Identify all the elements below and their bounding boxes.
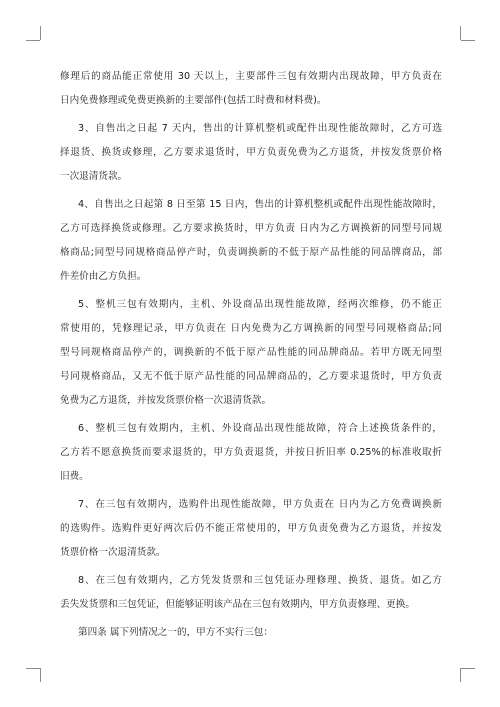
crop-mark-bottom-right-horizontal	[461, 668, 475, 669]
text-line: 格商品;同型号同规格商品停产时，负责调换新的不低于原产品性能的同品牌商品，部	[60, 247, 442, 258]
paragraph-clause-4	[60, 193, 442, 289]
text-line: 择退货、换货或修理，乙方要求退货时，甲方负责免费为乙方退货，并按发货票价格	[60, 147, 442, 158]
text-line: 日内免费修理或免费更换新的主要部件(包括工时费和材料费)。	[60, 95, 327, 106]
text-line: 乙方可选择换货或修理。乙方要求换货时，甲方负责 日内为乙方调换新的同型号同规	[60, 223, 442, 234]
paragraph-clause-3	[60, 117, 442, 189]
paragraph-clause-8	[60, 569, 442, 617]
document-body	[60, 65, 442, 649]
crop-mark-top-left-horizontal	[26, 40, 40, 41]
text-line: 号同规格商品，又无不低于原产品性能的同品牌商品的，乙方要求退货时，甲方负责	[60, 371, 442, 382]
text-line: 8、在三包有效期内，乙方凭发货票和三包凭证办理修理、换货、退货。如乙方	[78, 575, 442, 586]
paragraph-clause-5	[60, 293, 442, 413]
crop-mark-top-right-horizontal	[461, 40, 475, 41]
paragraph-continued	[60, 65, 442, 113]
text-line: 6、整机三包有效期内，主机、外设商品出现性能故障，符合上述换货条件的，	[78, 423, 442, 434]
text-line: 5、整机三包有效期内，主机、外设商品出现性能故障，经两次维修，仍不能正	[78, 299, 442, 310]
text-line: 旧费。	[60, 471, 89, 482]
text-line: 的选购件。选购件更好两次后仍不能正常使用的，甲方负责免费为乙方退货，并按发	[60, 523, 442, 534]
text-line: 3、自售出之日起 7 天内，售出的计算机整机或配件出现性能故障时，乙方可选	[78, 123, 442, 134]
text-line: 货票价格一次退清货款。	[60, 547, 166, 558]
text-line: 7、在三包有效期内，选购件出现性能故障，甲方负责在 日内为乙方免费调换新	[78, 499, 442, 510]
crop-mark-bottom-left-horizontal	[26, 668, 40, 669]
paragraph-clause-7	[60, 493, 442, 565]
text-line: 乙方若不愿意换货而要求退货的，甲方负责退货，并按日折旧率 0.25%的标准收取折	[60, 447, 442, 458]
text-line: 4、自售出之日起第 8 日至第 15 日内，售出的计算机整机或配件出现性能故障时，	[78, 199, 442, 210]
text-line: 一次退清货款。	[60, 171, 128, 182]
text-line: 常使用的，凭修理记录，甲方负责在 日内免费为乙方调换新的同型号同规格商品;同	[60, 323, 442, 334]
crop-mark-bottom-right-vertical	[460, 668, 461, 682]
paragraph-clause-6	[60, 417, 442, 489]
text-line: 免费为乙方退货，并按发货票价格一次退清货款。	[60, 395, 272, 406]
paragraph-article-4-heading	[60, 621, 442, 645]
crop-mark-top-left-vertical	[40, 26, 41, 40]
text-line: 修理后的商品能正常使用 30 天以上，主要部件三包有效期内出现故障，甲方负责在	[60, 71, 442, 82]
text-line: 件差价由乙方负担。	[60, 271, 147, 282]
crop-mark-bottom-left-vertical	[40, 668, 41, 682]
text-line: 第四条 属下列情况之一的，甲方不实行三包：	[78, 627, 273, 638]
text-line: 丢失发货票和三包凭证，但能够证明该产品在三包有效期内，甲方负责修理、更换。	[60, 599, 415, 610]
text-line: 型号同规格商品停产的，调换新的不低于原产品性能的同品牌商品。若甲方既无同型	[60, 347, 442, 358]
crop-mark-top-right-vertical	[460, 26, 461, 40]
